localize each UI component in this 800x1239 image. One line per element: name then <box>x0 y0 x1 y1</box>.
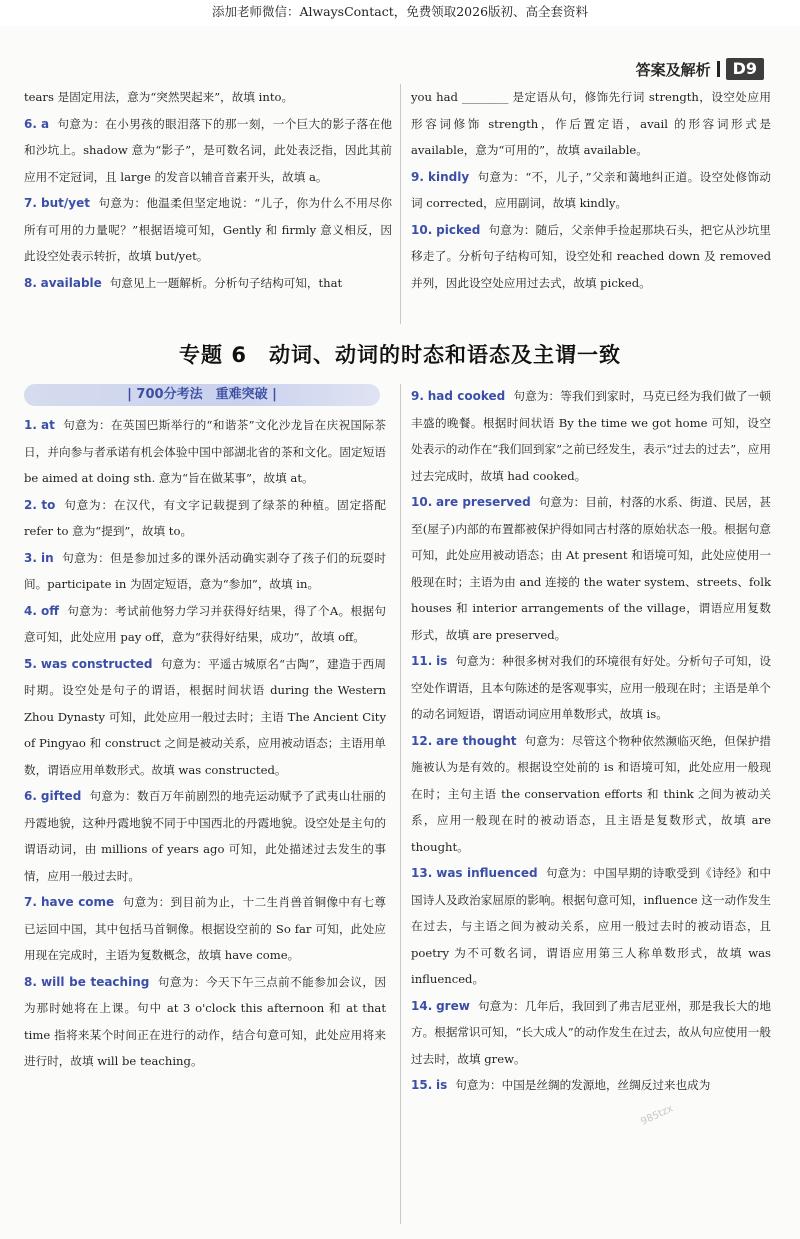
explanation-text: 句意为：目前，村落的水系、街道、民居，甚至(屋子)内部的布置都被保护得如同古村落的原始状态一般。根据句意可知，此处应用被动语态；由 At present 和语境可知，此处应使用一般现在时；主语为由 and 连接的 the water system、streets、folk houses 和 interior arrangements of the village，谓语应用复数形式，故填 are preserved。 <box>411 495 771 642</box>
answer-item <box>24 270 392 297</box>
explanation-text: 句意为：随后，父亲伸手捡起那块石头，把它从沙坑里移走了。分析句子结构可知，设空处和 reached down 及 removed 并列，因此设空处应用过去式，故填 picked。 <box>411 222 771 290</box>
explanation-text: tears 是固定用法，意为“突然哭起来”，故填 into。 <box>24 90 294 104</box>
explanation-text: 句意为：“不，儿子，”父亲和蔼地纠正道。设空处修饰动词 corrected，应用副词，故填 kindly。 <box>411 169 772 210</box>
answer-item <box>411 489 771 648</box>
answer-item <box>411 860 771 993</box>
item-number: 14. <box>411 998 433 1013</box>
item-number: 5. <box>24 656 37 671</box>
answer-word: off <box>40 603 59 618</box>
explanation-text: 句意为：尽管这个物种依然濒临灭绝，但保护措施被认为是有效的。根据设空处前的 is 和语境可知，此处应用一般现在时；主句主语 the conservation efforts 和 think 之间为被动关系，应用一般现在时的被动语态，且主语是复数形式，故填 are thought。 <box>411 733 771 854</box>
answer-item <box>24 412 386 492</box>
answer-word: was constructed <box>40 656 153 671</box>
answer-item <box>24 783 386 889</box>
answer-item <box>411 84 771 164</box>
answer-item <box>24 651 386 784</box>
answer-item <box>24 111 392 191</box>
left-column-bottom <box>24 412 386 1075</box>
item-number: 4. <box>24 603 37 618</box>
answer-word: but/yet <box>41 196 90 210</box>
answer-item <box>411 728 771 861</box>
answer-word: have come <box>41 895 115 909</box>
answer-item <box>411 383 771 489</box>
answer-item <box>411 164 771 217</box>
answer-item <box>24 84 392 111</box>
column-divider <box>400 84 401 324</box>
section-title: 专题 6 动词、动词的时态和语态及主谓一致 <box>179 343 621 367</box>
explanation-text: 句意为：在汉代，有文字记载提到了绿茶的种植。固定搭配 refer to 意为“提到”，故填 to。 <box>24 497 386 538</box>
item-number: 8. <box>24 275 37 290</box>
answer-item <box>411 1072 771 1099</box>
explanation-text: 句意为：考试前他努力学习并获得好结果，得了个A。根据句意可知，此处应用 pay off，意为“获得好结果，成功”，故填 off。 <box>24 603 387 644</box>
explanation-text: 句意为：但是参加过多的课外活动确实剥夺了孩子们的玩耍时间。participate in 为固定短语，意为“参加”，故填 in。 <box>24 550 386 591</box>
item-number: 3. <box>24 550 37 565</box>
explanation-text: 句意为：几年后，我回到了弗吉尼亚州，那是我长大的地方。根据常识可知，“长大成人”的动作发生在过去，故从句应使用一般过去时，故填 grew。 <box>411 998 771 1066</box>
answer-word: is <box>436 654 448 668</box>
section-banner: | 700分考法 重难突破 | <box>24 384 380 406</box>
item-number: 8. <box>24 974 37 989</box>
explanation-text: 句意为：中国是丝绸的发源地，丝绸反过来也成为 <box>455 1078 711 1092</box>
answer-word: are thought <box>436 733 517 748</box>
answer-item <box>411 648 771 728</box>
answer-item <box>411 217 771 297</box>
explanation-text: 句意为：等我们到家时，马克已经为我们做了一顿丰盛的晚餐。根据时间状语 By the time we got home 可知，设空处表示的动作在“我们回到家”之前已经发生，表示“过去的过去”，应用过去完成时，故填 had cooked。 <box>411 389 771 483</box>
explanation-text: 句意为：数百万年前剧烈的地壳运动赋予了武夷山壮丽的丹霞地貌，这种丹霞地貌不同于中国西北的丹霞地貌。设空处是主句的谓语动词，由 millions of years ago 可知，此处描述过去发生的事情，应用一般过去时。 <box>24 789 386 883</box>
answer-word: a <box>40 116 50 131</box>
answer-item <box>24 492 386 545</box>
answer-item <box>24 969 386 1075</box>
explanation-text: 句意为：到目前为止，十二生肖兽首铜像中有七尊已运回中国，其中包括马首铜像。根据设空前的 So far 可知，此处应用现在完成时，主语为复数概念，故填 have come。 <box>24 895 387 962</box>
answer-item <box>411 993 771 1073</box>
answer-word: picked <box>436 222 481 237</box>
explanation-text: 句意为：在小男孩的眼泪落下的那一刻，一个巨大的影子落在他和沙坑上。shadow 意为“影子”，是可数名词，此处表泛指，因此其前应用不定冠词，且 large 的发音以辅音音素开头，故填 a。 <box>24 116 392 184</box>
explanation-text: 句意为：种很多树对我们的环境很有好处。分析句子可知，设空处作谓语，且本句陈述的是客观事实，应用一般现在时；主语是单个的动名词短语，谓语动词应用单数形式，故填 is。 <box>411 654 771 721</box>
item-number: 9. <box>411 169 424 184</box>
right-column-top <box>411 84 771 296</box>
watermark-banner: 添加老师微信：AlwaysContact，免费领取2026版初、高全套资料 <box>0 0 800 26</box>
answer-item <box>24 545 386 598</box>
answer-word: are preserved <box>435 495 531 509</box>
item-number: 1. <box>24 418 37 432</box>
header-title: 答案及解析 <box>635 60 711 79</box>
explanation-text: 句意见上一题解析。分析句子结构可知，that <box>109 275 343 290</box>
right-column-bottom <box>411 383 771 1099</box>
answer-word: to <box>41 497 56 512</box>
item-number: 11. <box>411 654 433 668</box>
item-number: 2. <box>24 497 37 512</box>
answer-word: in <box>41 550 54 565</box>
header-divider <box>717 61 720 77</box>
item-number: 6. <box>24 116 37 131</box>
column-divider <box>400 384 401 1224</box>
explanation-text: 句意为：在英国巴斯举行的“和谐茶”文化沙龙旨在庆祝国际茶日，并向参与者承诺有机会体验中国中部湖北省的茶和文化。固定短语 be aimed at doing sth. 意为“旨在做某事”，故填 at。 <box>24 418 387 485</box>
page-tag: D9 <box>726 58 764 80</box>
answer-item <box>24 598 386 651</box>
explanation-text: you had ________ 是定语从句，修饰先行词 strength，设空处应用形容词修饰 strength，作后置定语，avail 的形容词形式是 available，意为“可用的”，故填 available。 <box>411 90 771 157</box>
item-number: 6. <box>24 789 37 803</box>
explanation-text: 句意为：今天下午三点前不能参加会议，因为那时她将在上课。句中 at 3 o'clock this afternoon 和 at that time 指将来某个时间正在进行的动作，结合句意可知，此处应用将来进行时，故填 will be teaching。 <box>24 974 387 1068</box>
answer-item <box>24 889 386 969</box>
item-number: 9. <box>411 389 424 403</box>
answer-item <box>24 190 392 270</box>
item-number: 10. <box>411 495 433 509</box>
answer-word: was influenced <box>436 866 538 880</box>
explanation-text: 句意为：中国早期的诗歌受到《诗经》和中国诗人及政治家屈原的影响。根据句意可知，influence 这一动作发生在过去，与主语之间为被动关系，应用一般过去时的被动语态，且 poetry 为不可数名词，谓语应用第三人称单数形式，故填 was influenced。 <box>411 866 771 986</box>
item-number: 10. <box>411 222 433 237</box>
page-header <box>636 57 764 81</box>
answer-word: kindly <box>427 169 470 184</box>
answer-word: gifted <box>40 789 82 803</box>
answer-word: available <box>40 275 102 290</box>
answer-word: is <box>435 1078 448 1092</box>
explanation-text: 句意为：平遥古城原名“古陶”，建造于西周时期。设空处是句子的谓语，根据时间状语 during the Western Zhou Dynasty 可知，此处应用一般过去时；主语 The Ancient City of Pingyao 和 construct 之间是被动关系，应用被动语态；主语用单数，谓语应用单数形式。故填 was constructed。 <box>24 656 386 777</box>
answer-word: will be teaching <box>41 974 150 989</box>
answer-word: grew <box>436 998 470 1013</box>
item-number: 7. <box>24 196 37 210</box>
left-column-top <box>24 84 392 296</box>
item-number: 12. <box>411 733 433 748</box>
item-number: 7. <box>24 895 37 909</box>
item-number: 15. <box>411 1078 433 1092</box>
answer-word: at <box>40 418 55 432</box>
explanation-text: 句意为：他温柔但坚定地说：“儿子，你为什么不用尽你所有可用的力量呢？”根据语境可知，Gently 和 firmly 意义相反，因此设空处表示转折，故填 but/yet。 <box>24 196 393 263</box>
answer-word: had cooked <box>427 389 506 403</box>
corner-watermark: 985tzx <box>639 1103 675 1128</box>
item-number: 13. <box>411 866 433 880</box>
